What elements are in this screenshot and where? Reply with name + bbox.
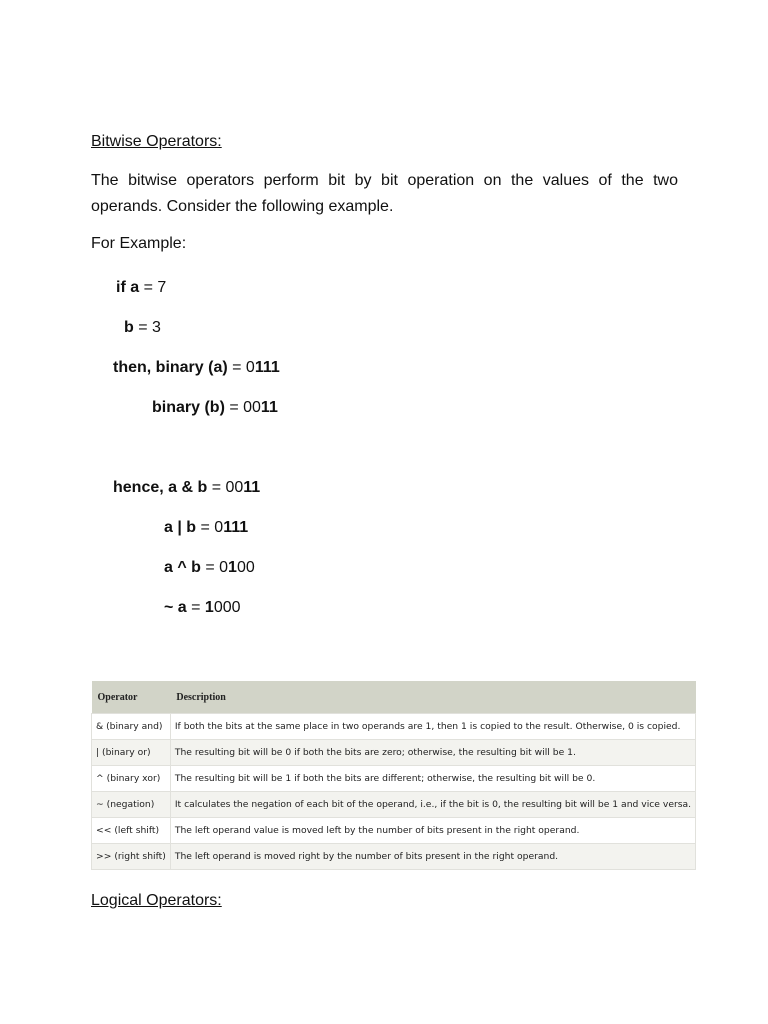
example-text: a | b [164, 519, 197, 536]
example-line-7 [164, 559, 255, 577]
intro-line-1: The bitwise operators perform bit by bit operation on the values of the two [91, 172, 678, 189]
example-text: then, binary (a) [113, 359, 228, 376]
example-bits: 111 [254, 359, 280, 376]
bitwise-operators-table [91, 681, 696, 870]
example-value: 000 [213, 599, 241, 616]
example-text: binary (b) [152, 399, 225, 416]
example-value: = 0 [200, 559, 229, 576]
description-cell: It calculates the negation of each bit of the operand, i.e., if the bit is 0, the resulting bit will be 1 and vice versa. [170, 792, 695, 818]
intro-line-2: operands. Consider the following example. [91, 198, 394, 215]
description-cell: The left operand is moved right by the number of bits present in the right operand. [170, 844, 695, 870]
example-bits: 1 [204, 599, 214, 616]
example-value: = 00 [207, 479, 244, 496]
example-line-6 [164, 519, 248, 537]
example-bits: 1 [228, 559, 237, 576]
example-line-3 [113, 359, 280, 377]
example-line-5 [113, 479, 260, 497]
table-row [92, 714, 696, 740]
example-text: if a [116, 279, 140, 296]
bitwise-operators-heading: Bitwise Operators: [91, 133, 222, 150]
description-cell: The resulting bit will be 1 if both the bits are different; otherwise, the resulting bit will be 0. [170, 766, 695, 792]
example-text: ~ a [164, 599, 187, 616]
example-bits: 111 [223, 519, 249, 536]
intro-paragraph [91, 168, 678, 220]
example-text: hence, a & b [113, 479, 208, 496]
description-cell: The resulting bit will be 0 if both the bits are zero; otherwise, the resulting bit will be 1. [170, 740, 695, 766]
table-header-row [92, 681, 696, 714]
operator-cell: ~ (negation) [92, 792, 171, 818]
description-cell: The left operand value is moved left by the number of bits present in the right operand. [170, 818, 695, 844]
table-row [92, 844, 696, 870]
table-row [92, 792, 696, 818]
example-bits: 11 [243, 479, 261, 496]
example-value: 00 [236, 559, 255, 576]
example-line-1 [116, 279, 166, 297]
example-line-2 [124, 319, 161, 337]
example-value: = 0 [196, 519, 224, 536]
operator-cell: & (binary and) [92, 714, 171, 740]
example-value: = 3 [133, 319, 161, 336]
operator-cell: << (left shift) [92, 818, 171, 844]
table-row [92, 818, 696, 844]
operator-cell: | (binary or) [92, 740, 171, 766]
example-text: b [124, 319, 134, 336]
logical-operators-heading: Logical Operators: [91, 892, 222, 909]
for-example-label: For Example: [91, 235, 187, 252]
header-description: Description [170, 681, 695, 714]
description-cell: If both the bits at the same place in two operands are 1, then 1 is copied to the result. Otherwise, 0 is copied. [170, 714, 695, 740]
example-value: = 0 [227, 359, 255, 376]
example-value: = [186, 599, 205, 616]
table-row [92, 766, 696, 792]
operator-cell: ^ (binary xor) [92, 766, 171, 792]
operator-cell: >> (right shift) [92, 844, 171, 870]
example-value: = 00 [224, 399, 261, 416]
example-text: a ^ b [164, 559, 201, 576]
example-line-8 [164, 599, 241, 617]
example-bits: 11 [260, 399, 278, 416]
header-operator: Operator [92, 681, 171, 714]
table-row [92, 740, 696, 766]
example-value: = 7 [139, 279, 167, 296]
example-line-4 [152, 399, 278, 417]
